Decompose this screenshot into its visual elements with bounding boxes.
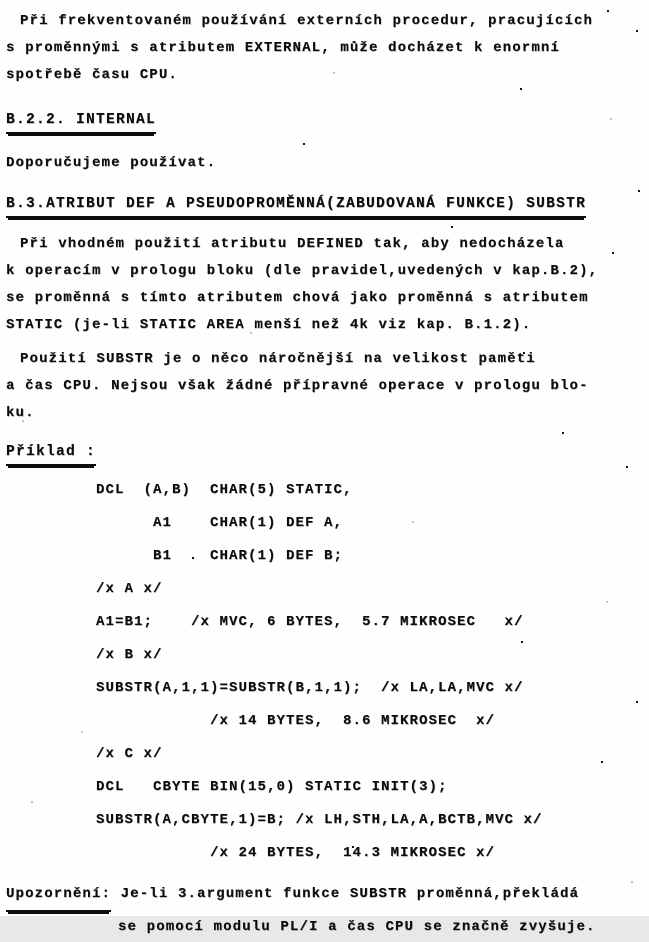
- example-section: [6, 442, 645, 466]
- code-line: SUBSTR(A,1,1)=SUBSTR(B,1,1); /x LA,LA,MVC x/: [96, 680, 524, 696]
- code-comment-line: /x A x/: [96, 581, 163, 597]
- code-line: A1 CHAR(1) DEF A,: [96, 515, 344, 531]
- code-comment-line: /x C x/: [96, 746, 163, 762]
- intro-paragraph: [6, 8, 645, 89]
- paragraph-line: Při vhodném použití atributu DEFINED tak, aby nedocházela: [20, 236, 565, 252]
- example-label: Příklad :: [6, 442, 96, 466]
- code-line: DCL (A,B) CHAR(5) STATIC,: [96, 482, 353, 498]
- paragraph-line: Použití SUBSTR je o něco náročnější na velikost paměti: [20, 351, 536, 367]
- code-line: DCL CBYTE BIN(15,0) STATIC INIT(3);: [96, 779, 448, 795]
- paragraph-line: ku.: [6, 405, 35, 421]
- code-line: A1=B1; /x MVC, 6 BYTES, 5.7 MIKROSEC x/: [96, 614, 524, 630]
- section-b3-paragraph-1: [6, 231, 645, 339]
- section-b3-heading: B.3.ATRIBUT DEF A PSEUDOPROMĚNNÁ(ZABUDOVANÁ FUNKCE) SUBSTR: [6, 194, 586, 218]
- section-b22: [6, 110, 645, 134]
- paragraph-line: STATIC (je-li STATIC AREA menší než 4k viz kap. B.1.2).: [6, 317, 532, 333]
- section-b22-body: Doporučujeme používat.: [6, 155, 217, 171]
- notice-label: Upozornění:: [6, 879, 111, 912]
- code-line: B1 CHAR(1) DEF B;: [96, 548, 344, 564]
- paragraph-line: a čas CPU. Nejsou však žádné přípravné operace v prologu blo-: [6, 378, 589, 394]
- code-comment-line: /x 14 BYTES, 8.6 MIKROSEC x/: [96, 713, 496, 729]
- intro-line: s proměnnými s atributem EXTERNAL, může docházet k enormní: [6, 40, 560, 56]
- code-line: SUBSTR(A,CBYTE,1)=B; /x LH,STH,LA,A,BCTB,MVC x/: [96, 812, 543, 828]
- paragraph-line: se proměnná s tímto atributem chová jako proměnná s atributem: [6, 290, 589, 306]
- section-b22-heading: B.2.2. INTERNAL: [6, 110, 156, 134]
- paragraph-line: k operacím v prologu bloku (dle pravidel,uvedených v kap.B.2),: [6, 263, 599, 279]
- intro-line: spotřebě času CPU.: [6, 67, 178, 83]
- notice-section: [6, 879, 645, 942]
- notice-first-line: [6, 879, 645, 912]
- notice-second-line: se pomocí modulu PL/I a čas CPU se značně zvyšuje.: [118, 919, 596, 935]
- notice-text: Je-li 3.argument funkce SUBSTR proměnná,překládá: [111, 886, 580, 902]
- section-b3: [6, 194, 645, 218]
- section-b3-paragraph-2: [6, 346, 645, 427]
- scan-noise-speckles: [0, 0, 2, 2]
- code-listing: [96, 474, 645, 870]
- code-comment-line: /x 24 BYTES, 14.3 MIKROSEC x/: [96, 845, 496, 861]
- intro-line: Při frekventovaném používání externích procedur, pracujících: [20, 13, 594, 29]
- code-comment-line: /x B x/: [96, 647, 163, 663]
